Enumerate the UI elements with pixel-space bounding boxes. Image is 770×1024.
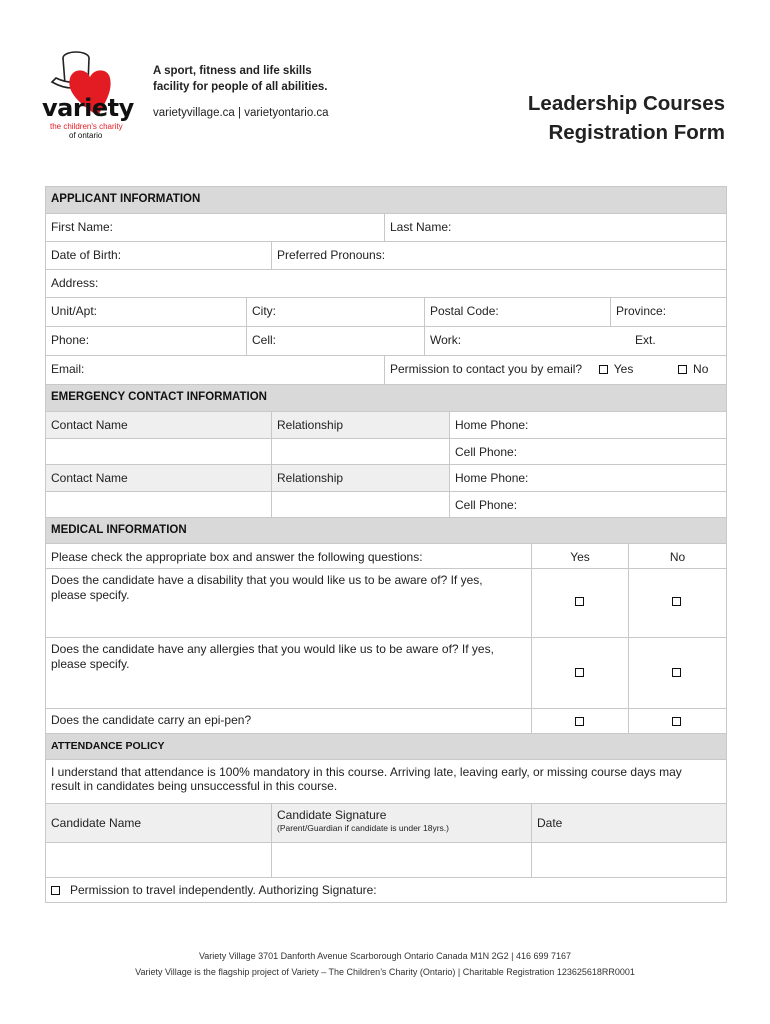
relationship-2-input[interactable] [271, 492, 449, 517]
date-label: Date [537, 816, 563, 830]
medical-question-2-row [46, 638, 726, 709]
medical-question-2-line-2: please specify. [51, 657, 130, 671]
emergency-section-header [46, 385, 726, 412]
candidate-signature-header [271, 804, 531, 842]
email-permission-yes-checkbox[interactable] [599, 365, 608, 374]
dob-field[interactable] [46, 242, 271, 269]
province-label: Province: [616, 304, 667, 318]
emergency-heading: EMERGENCY CONTACT INFORMATION [51, 391, 267, 403]
candidate-name-input[interactable] [46, 843, 271, 877]
variety-logo [40, 44, 140, 144]
emergency-contact-1-input-row [46, 439, 726, 465]
unit-row [46, 298, 726, 327]
relationship-label-cell [271, 412, 449, 438]
home-phone-2-field[interactable] [449, 465, 726, 491]
medical-q2-yes-cell [531, 638, 628, 708]
relationship-1-label: Relationship [277, 418, 344, 432]
travel-permission-checkbox[interactable] [51, 886, 60, 895]
medical-yes-header [531, 544, 628, 568]
tagline-line-1: A sport, fitness and life skills [153, 65, 312, 77]
postal-code-field[interactable] [424, 298, 610, 326]
name-row [46, 214, 726, 242]
first-name-field[interactable] [46, 214, 384, 241]
first-name-label: First Name: [51, 220, 114, 234]
cell-label: Cell: [252, 333, 277, 347]
email-permission-no-checkbox[interactable] [678, 365, 687, 374]
city-label: City: [252, 304, 276, 318]
travel-permission-label: Permission to travel independently. Authorizing Signature: [70, 883, 377, 897]
last-name-field[interactable] [384, 214, 726, 241]
candidate-name-label: Candidate Name [51, 816, 142, 830]
attendance-policy-text [46, 760, 726, 803]
travel-permission-row [46, 878, 726, 902]
title-line-2: Registration Form [548, 121, 725, 144]
medical-q1-no-checkbox[interactable] [672, 597, 681, 606]
tagline [153, 63, 327, 95]
contact-name-2-input[interactable] [46, 492, 271, 517]
emergency-contact-1-row [46, 412, 726, 439]
address-row [46, 270, 726, 298]
medical-q2-no-checkbox[interactable] [672, 668, 681, 677]
registration-form [45, 186, 727, 903]
ext-field[interactable] [630, 327, 726, 355]
medical-question-1[interactable] [46, 569, 531, 637]
home-phone-1-label: Home Phone: [455, 418, 529, 432]
email-row [46, 356, 726, 385]
medical-question-1-line-2: please specify. [51, 588, 130, 602]
candidate-signature-input[interactable] [271, 843, 531, 877]
relationship-2-label: Relationship [277, 471, 344, 485]
page-title [528, 89, 725, 147]
medical-q1-yes-cell [531, 569, 628, 637]
contact-name-2-label: Contact Name [51, 471, 128, 485]
medical-no-header [628, 544, 726, 568]
applicant-heading: APPLICANT INFORMATION [51, 193, 201, 205]
city-field[interactable] [246, 298, 424, 326]
medical-q3-no-checkbox[interactable] [672, 717, 681, 726]
medical-instruction-row [46, 544, 726, 569]
medical-q1-no-cell [628, 569, 726, 637]
medical-question-3-text: Does the candidate carry an epi-pen? [51, 713, 252, 727]
footer-address: Variety Village 3701 Danforth Avenue Scarborough Ontario Canada M1N 2G2 | 416 699 7167 [198, 951, 572, 961]
medical-q3-yes-checkbox[interactable] [575, 717, 584, 726]
relationship-label-cell [271, 465, 449, 491]
candidate-signature-label: Candidate Signature [277, 808, 387, 822]
medical-question-1-row [46, 569, 726, 638]
address-label: Address: [51, 276, 99, 290]
home-phone-2-label: Home Phone: [455, 471, 529, 485]
medical-no-label: No [669, 550, 686, 564]
home-phone-1-field[interactable] [449, 412, 726, 438]
title-line-1: Leadership Courses [527, 92, 725, 115]
medical-question-3[interactable] [46, 709, 531, 733]
medical-instruction [46, 544, 531, 568]
medical-q3-no-cell [628, 709, 726, 733]
signature-input-row [46, 843, 726, 878]
pronouns-label: Preferred Pronouns: [277, 248, 386, 262]
email-permission-no-label: No [693, 362, 709, 376]
postal-code-label: Postal Code: [430, 304, 499, 318]
candidate-name-header [46, 804, 271, 842]
email-label: Email: [51, 362, 85, 376]
travel-permission [46, 878, 726, 902]
email-permission [384, 356, 726, 384]
medical-q1-yes-checkbox[interactable] [575, 597, 584, 606]
applicant-section-header [46, 187, 726, 214]
phone-row [46, 327, 726, 356]
address-field[interactable] [46, 270, 726, 297]
work-field[interactable] [424, 327, 630, 355]
last-name-label: Last Name: [390, 220, 452, 234]
contact-name-label-cell [46, 465, 271, 491]
province-field[interactable] [610, 298, 726, 326]
cell-phone-1-label: Cell Phone: [455, 445, 518, 459]
cell-phone-2-field[interactable] [449, 492, 726, 517]
cell-phone-2-label: Cell Phone: [455, 498, 518, 512]
date-input[interactable] [531, 843, 726, 877]
tagline-line-2: facility for people of all abilities. [153, 81, 328, 93]
emergency-contact-2-input-row [46, 492, 726, 518]
pronouns-field[interactable] [271, 242, 726, 269]
phone-label: Phone: [51, 333, 90, 347]
dob-label: Date of Birth: [51, 248, 122, 262]
logo-wordmark: variety [42, 94, 134, 122]
unit-label: Unit/Apt: [51, 304, 98, 318]
medical-question-1-line-1: Does the candidate have a disability that you would like us to be aware of? If yes, [51, 573, 483, 587]
email-field[interactable] [46, 356, 384, 384]
date-header [531, 804, 726, 842]
attendance-policy-line-1: I understand that attendance is 100% mandatory in this course. Arriving late, leaving early, or missing course days may [51, 765, 682, 779]
medical-yes-label: Yes [570, 550, 590, 564]
logo-subtitle-1: the children's charity [50, 122, 123, 131]
medical-instruction-text: Please check the appropriate box and answer the following questions: [51, 550, 423, 564]
signature-note: (Parent/Guardian if candidate is under 18yrs.) [277, 823, 449, 833]
medical-question-2-line-1: Does the candidate have any allergies that you would like us to be aware of? If yes, [51, 642, 494, 656]
attendance-policy-row [46, 760, 726, 804]
attendance-heading: ATTENDANCE POLICY [51, 740, 165, 752]
cell-phone-1-field[interactable] [449, 439, 726, 464]
contact-name-label-cell [46, 412, 271, 438]
medical-question-2[interactable] [46, 638, 531, 708]
phone-field[interactable] [46, 327, 246, 355]
work-label: Work: [430, 333, 462, 347]
medical-heading: MEDICAL INFORMATION [51, 524, 187, 536]
email-permission-label: Permission to contact you by email? [390, 362, 583, 376]
medical-question-3-row [46, 709, 726, 734]
signature-header-row [46, 804, 726, 843]
medical-q2-no-cell [628, 638, 726, 708]
attendance-policy-line-2: result in candidates being unsuccessful in this course. [51, 779, 338, 793]
medical-q2-yes-checkbox[interactable] [575, 668, 584, 677]
attendance-section-header [46, 734, 726, 760]
contact-name-1-label: Contact Name [51, 418, 128, 432]
footer-charity: Variety Village is the flagship project of Variety – The Children’s Charity (Ontario) | Charitable Registration 123625618RR0001 [135, 967, 635, 977]
medical-q3-yes-cell [531, 709, 628, 733]
websites: varietyvillage.ca | varietyontario.ca [153, 107, 329, 119]
medical-section-header [46, 518, 726, 544]
unit-field[interactable] [46, 298, 246, 326]
cell-field[interactable] [246, 327, 424, 355]
relationship-1-input[interactable] [271, 439, 449, 464]
contact-name-1-input[interactable] [46, 439, 271, 464]
logo-subtitle-2: of ontario [69, 131, 103, 140]
ext-label: Ext. [635, 333, 656, 347]
email-permission-yes-label: Yes [613, 362, 634, 376]
emergency-contact-2-row [46, 465, 726, 492]
dob-row [46, 242, 726, 270]
